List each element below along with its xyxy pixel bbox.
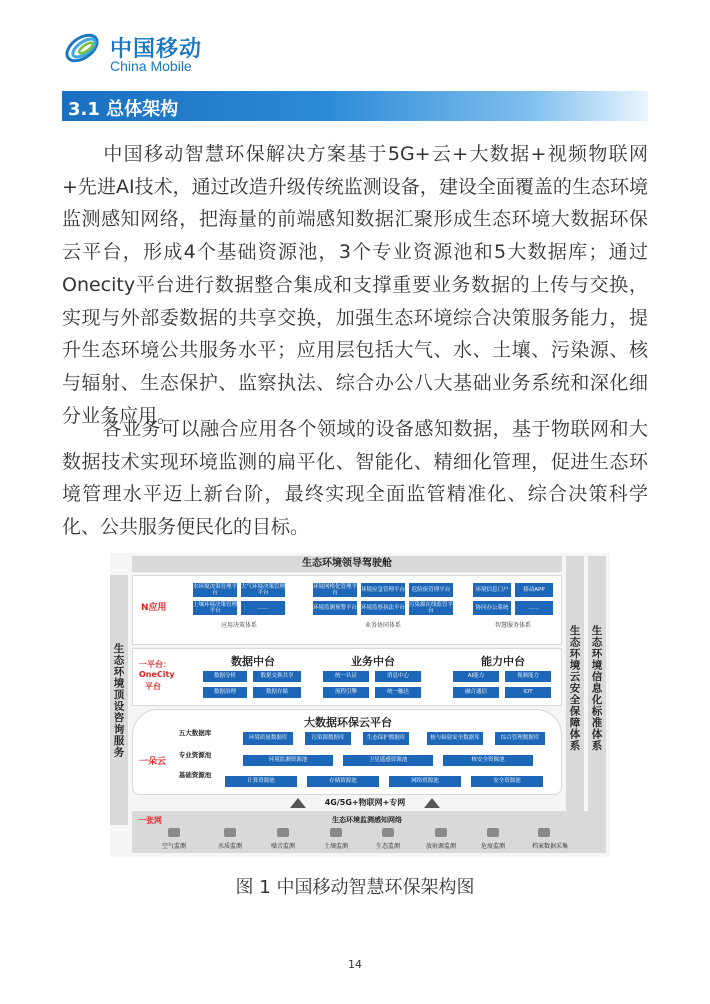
pool-box: 安全资源池 — [471, 776, 543, 787]
pool-box: 核安全资源池 — [443, 755, 533, 766]
db-box: 核与辐射安全数据库 — [427, 732, 483, 745]
app-box: 协同办公系统 — [473, 601, 511, 615]
biz-center-title: 业务中台 — [351, 655, 395, 668]
paragraph-1 — [62, 138, 648, 432]
right-column-2: 生态环境信息化标准体系 — [588, 556, 606, 821]
pool-box: 网络资源池 — [389, 776, 461, 787]
one-net-title: 生态环境监测感知网络 — [332, 816, 402, 824]
top-bar: 生态环境领导驾驶舱 — [132, 556, 562, 572]
network-arrow — [290, 797, 440, 809]
row1-label: 五大数据库 — [178, 729, 212, 737]
app-box: 环境信息门户 — [473, 583, 511, 597]
app-box: 土壤环境决策管理平台 — [193, 601, 237, 614]
monitor-label: 空气监测 — [161, 843, 186, 850]
app-box: …… — [515, 601, 553, 615]
one-platform-panel — [132, 648, 562, 706]
left-column: 生态环境顶设咨询服务 — [110, 575, 128, 825]
network-arrow-label: 4G/5G+物联网+专网 — [324, 798, 406, 807]
app-box: 危险废管理平台 — [409, 583, 453, 597]
right-column-1: 生态环境云安全保障体系 — [566, 556, 584, 821]
pool-box: 计算资源池 — [225, 776, 297, 787]
cloud-title: 大数据环保云平台 — [304, 716, 392, 729]
monitor-label: 放射源监测 — [425, 843, 456, 850]
center-box: 视频能力 — [505, 671, 551, 682]
app-box: 水环境决策管理平台 — [193, 583, 237, 596]
app-box: 环境监察执法平台 — [361, 601, 405, 615]
water-monitor-icon — [224, 828, 236, 837]
app-group-label: 应用决策体系 — [220, 622, 257, 629]
noise-monitor-icon — [277, 828, 289, 837]
pool-box: 存储资源池 — [307, 776, 379, 787]
center-box: 数据交换共享 — [253, 671, 301, 682]
center-box: 数据分析 — [203, 671, 247, 682]
data-center-title: 数据中台 — [231, 655, 275, 668]
ecology-monitor-icon — [382, 828, 394, 837]
monitor-label: 危废监测 — [480, 843, 505, 850]
center-box: 数据治理 — [203, 687, 247, 698]
section-title: 3.1 总体架构 — [68, 99, 179, 120]
row3-label: 基础资源池 — [178, 771, 212, 779]
db-box: 生态保护数据库 — [363, 732, 409, 745]
app-box: 环境监测预警平台 — [313, 601, 357, 615]
china-mobile-logo — [62, 26, 242, 76]
ability-center-title: 能力中台 — [481, 655, 525, 668]
one-net-label: 一张网 — [138, 816, 162, 825]
center-box: 统一触达 — [375, 687, 421, 698]
center-box: IOT — [505, 687, 551, 698]
n-app-panel — [132, 575, 562, 645]
page-number: 14 — [348, 958, 362, 971]
center-box: 统一认证 — [323, 671, 369, 682]
db-box: 综合管理数据库 — [495, 732, 545, 745]
cloud-label: 一朵云 — [139, 757, 167, 767]
pool-box: 卫星遥感资源池 — [343, 755, 433, 766]
china-mobile-logo-icon — [62, 26, 106, 70]
app-box: 移动APP — [515, 583, 553, 597]
soil-monitor-icon — [330, 828, 342, 837]
paragraph-2-text: 各业务可以融合应用各个领域的设备感知数据，基于物联网和大数据技术实现环境监测的扁平化、智能化、精细化管理，促进生态环境管理水平迈上新台阶，最终实现全面监管精准化、综合决策科学化、公共服务便民化的目标。 — [62, 418, 648, 539]
air-monitor-icon — [168, 828, 180, 837]
app-box: …… — [241, 601, 285, 615]
center-box: 消息中心 — [375, 671, 421, 682]
monitor-label: 水质监测 — [217, 843, 242, 850]
platform-label-2: OneCity — [139, 670, 175, 679]
section-header — [62, 91, 648, 121]
center-box: 融合通信 — [453, 687, 499, 698]
app-group-label: 业务协同体系 — [364, 622, 401, 629]
center-box: 数据存储 — [253, 687, 301, 698]
center-box: 流程引擎 — [323, 687, 369, 698]
radiation-monitor-icon — [435, 828, 447, 837]
app-box: 环境应急管理平台 — [361, 583, 405, 597]
logo-text-en: China Mobile — [110, 58, 192, 74]
db-box: 环境质量数据库 — [243, 732, 293, 745]
hazardous-waste-icon — [487, 828, 499, 837]
pool-box: 环境监测资源池 — [243, 755, 333, 766]
app-box: 污染源在线监管平台 — [409, 601, 453, 614]
center-box: AI能力 — [453, 671, 499, 682]
monitor-label: 噪音监测 — [270, 843, 295, 850]
one-net-panel — [132, 811, 606, 853]
monitor-label: 土壤监测 — [323, 843, 348, 850]
monitor-label: 档案数据采集 — [531, 843, 568, 850]
platform-label-3: 平台 — [145, 682, 161, 691]
figure-caption: 图 1 中国移动智慧环保架构图 — [235, 877, 475, 898]
paragraph-1-text: 中国移动智慧环保解决方案基于5G+云+大数据+视频物联网+先进AI技术，通过改造升级传统监测设备，建设全面覆盖的生态环境监测感知网络，把海量的前端感知数据汇聚形成生态环境大数据环保云平台，形成4个基础资源池，3个专业资源池和5大数据库；通过Onecity平台进行数据整合集成和支撑重要业务数据的上传与交换，实现与外部委数据的共享交换，加强生态环境综合决策服务能力，提升生态环境公共服务水平；应用层包括大气、水、土壤、污染源、核与辐射、生态保护、监察执法、综合办公八大基础业务系统和深化细分业务应用。 — [62, 143, 648, 427]
logo-text-cn: 中国移动 — [110, 37, 203, 62]
n-app-label: N应用 — [141, 603, 167, 613]
archive-data-icon — [538, 828, 550, 837]
row2-label: 专业资源池 — [178, 751, 212, 759]
architecture-diagram — [110, 553, 610, 857]
platform-label-1: 一平台： — [139, 660, 171, 669]
db-box: 污染源数据库 — [305, 732, 351, 745]
app-box: 大气环境决策管理平台 — [241, 583, 285, 596]
app-group-label: 智慧服务体系 — [494, 622, 531, 629]
app-box: 环境网格化管理平台 — [313, 583, 357, 596]
cloud-panel — [132, 709, 562, 795]
monitor-label: 生态监测 — [375, 843, 400, 850]
paragraph-2 — [62, 413, 648, 544]
